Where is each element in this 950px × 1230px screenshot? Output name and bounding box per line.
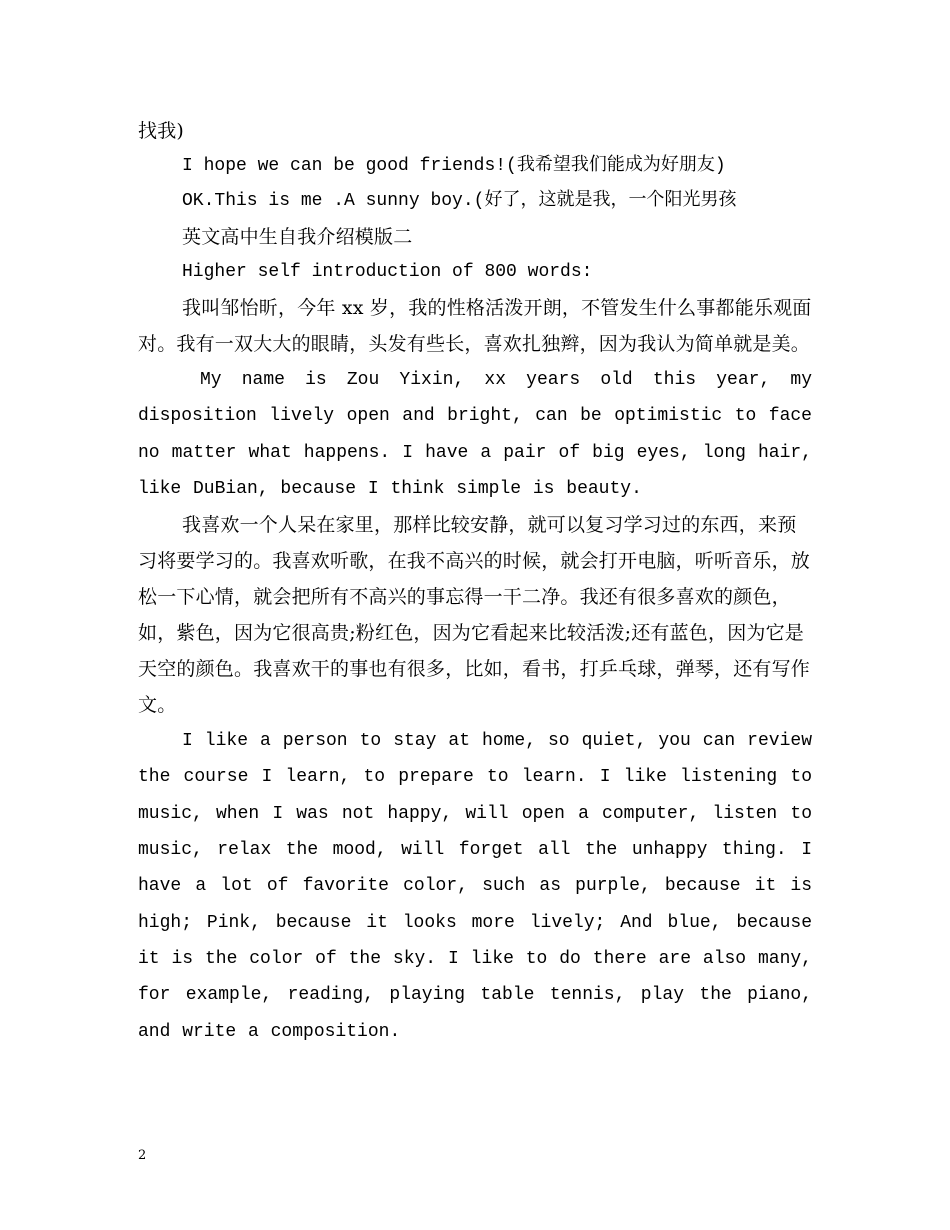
section-heading-template-two: 英文高中生自我介绍模版二 — [182, 226, 413, 248]
paragraph-continuation: 找我) — [138, 120, 185, 142]
page-number: 2 — [138, 1148, 147, 1163]
paragraph-intro-chinese: 我叫邹怡昕，今年 xx 岁，我的性格活泼开朗，不管发生什么事都能乐观面对。我有一双大大的眼睛，头发有些长，喜欢扎独辫，因为我认为简单就是美。 — [138, 297, 812, 355]
paragraph-friends: I hope we can be good friends!(我希望我们能成为好朋友) — [182, 156, 726, 176]
paragraph-hobbies-chinese: 我喜欢一个人呆在家里，那样比较安静，就可以复习学习过的东西，来预习将要学习的。我喜欢听歌，在我不高兴的时候，就会打开电脑，听听音乐，放松一下心情，就会把所有不高兴的事忘得一干二净。我还有很多喜欢的颜色，如，紫色，因为它很高贵;粉红色，因为它看起来比较活泼;还有蓝色，因为它是天空的颜色。我喜欢干的事也有很多，比如，看书，打乒乓球，弹琴，还有写作文。 — [138, 514, 811, 717]
document-body — [138, 113, 824, 1050]
section-subheading-800-words: Higher self introduction of 800 words: — [182, 262, 593, 282]
paragraph-intro-english: My name is Zou Yixin, xx years old this year, my disposition lively open and bright, can be optimistic to face no matter what happens. I have a pair of big eyes, long hair, like DuBian, because I think simple is beauty. — [138, 370, 824, 499]
paragraph-sunny-boy: OK.This is me .A sunny boy.(好了，这就是我，一个阳光男孩 — [182, 191, 737, 211]
paragraph-hobbies-english: I like a person to stay at home, so quiet, you can review the course I learn, to prepare to learn. I like listening to music, when I was not happy, will open a computer, listen to music, relax the mood, will forget all the unhappy thing. I have a lot of favorite color, such as purple, because it is high; Pink, because it looks more lively; And blue, because it is the color of the sky. I like to do there are also many, for example, reading, playing table tennis, play the piano, and write a composition. — [138, 731, 824, 1042]
